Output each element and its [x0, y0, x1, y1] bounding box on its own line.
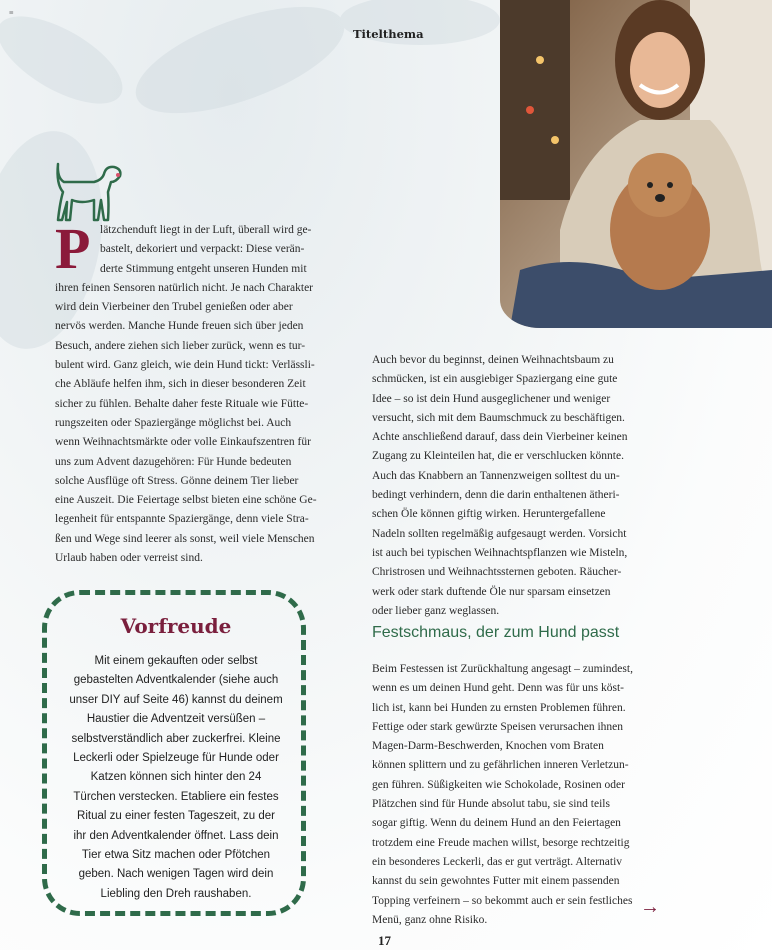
- text-line: ein besonderes Leckerli, das er gut verträgt. Alternativ: [372, 855, 623, 868]
- menu-icon[interactable]: ≡: [9, 8, 14, 17]
- text-line: Zugang zu Kleinteilen hat, die er verschlucken könnte.: [372, 450, 624, 463]
- text-line: lich ist, kann bei Hunden zu ernsten Problemen führen.: [372, 701, 626, 714]
- text-line: wenn Weihnachtsmärkte oder volle Einkaufszentren für: [55, 436, 311, 449]
- drop-cap: P: [55, 216, 91, 281]
- text-line: trotzdem eine Freude machen willst, besorge rechtzeitig: [372, 836, 630, 849]
- text-line: schen Öle können giftig wirken. Heruntergefallene: [372, 508, 606, 521]
- text-line: bedingt verhindern, denn die darin enthaltenen ätheri-: [372, 489, 620, 502]
- text-line: Idee – so ist dein Hund ausgeglichener und weniger: [372, 392, 611, 405]
- text-line: bulent wird. Ganz gleich, wie dein Hund tickt: Verlässli-: [55, 359, 315, 372]
- text-line: eine Auszeit. Die Feiertage selbst bieten eine schöne Ge-: [55, 494, 317, 507]
- text-line: Tier etwa Sitz machen oder Pfötchen: [81, 849, 271, 862]
- text-line: rungszeiten oder Spaziergänge möglichst bei. Auch: [55, 416, 292, 429]
- text-line: Topping verfeinern – so bekommt auch er sein festliches: [372, 894, 633, 907]
- intro-column: [55, 216, 347, 568]
- text-line: Plätzchen sind für Hunde absolut tabu, sie sind teils: [372, 798, 610, 811]
- text-line: Liebling den Dreh raushaben.: [100, 887, 252, 900]
- text-line: Achte anschließend darauf, dass dein Vierbeiner keinen: [372, 431, 628, 444]
- text-line: Türchen verstecken. Etabliere ein festes: [73, 790, 279, 803]
- text-line: che Abläufe helfen ihm, sich in dieser besonderen Zeit: [55, 378, 306, 391]
- text-line: gen führen. Süßigkeiten wie Schokolade, Rosinen oder: [372, 778, 625, 791]
- text-line: lätzchenduft liegt in der Luft, überall wird ge-: [100, 224, 312, 236]
- text-line: Auch das Knabbern an Tannenzweigen solltest du un-: [372, 469, 620, 482]
- section-kicker: Titelthema: [353, 27, 424, 41]
- text-line: Auch bevor du beginnst, deinen Weihnachtsbaum zu: [372, 354, 614, 366]
- text-line: Besuch, andere ziehen sich lieber zurück, wenn es tur-: [55, 339, 306, 352]
- text-line: versucht, sich mit dem Baumschmuck zu beschäftigen.: [372, 411, 625, 424]
- arrow-right-icon: →: [640, 896, 660, 918]
- text-line: können splittern und zu gefährlichen inneren Verletzun-: [372, 759, 629, 772]
- text-line: Leckerli oder Spielzeuge für Hunde oder: [73, 752, 279, 765]
- page-number: 17: [378, 933, 391, 948]
- dog-outline-icon: [54, 162, 124, 224]
- sidebar-box-title: Vorfreude: [120, 614, 232, 638]
- text-line: nervös werden. Manche Hunde freuen sich über jeden: [55, 320, 304, 333]
- text-line: Nadeln sollten regelmäßig aufgesaugt werden. Vorsicht: [372, 527, 627, 540]
- text-line: werk oder stark duftende Öle nur sparsam einsetzen: [372, 585, 611, 598]
- section-body: [372, 660, 664, 930]
- photo-woman-with-dog: [500, 0, 772, 328]
- right-column-text: [372, 351, 664, 621]
- text-line: geben. Nach wenigen Tagen wird dein: [78, 868, 274, 881]
- text-line: Haustier die Adventzeit versüßen –: [86, 713, 266, 726]
- text-line: ist auch bei typischen Weihnachtspflanzen wie Misteln,: [372, 546, 628, 559]
- text-line: gebastelten Adventkalender (siehe auch: [73, 674, 279, 687]
- section-heading: Festschmaus, der zum Hund passt: [372, 624, 620, 641]
- text-line: kannst du sein gewohntes Futter mit einem passenden: [372, 875, 620, 888]
- text-line: wird dein Vierbeiner den Trubel genießen oder aber: [55, 301, 293, 314]
- text-line: oder lieber ganz weglassen.: [372, 604, 500, 617]
- text-line: uns zum Advent dazugehören: Für Hunde bedeuten: [55, 455, 292, 468]
- text-line: ihr den Adventkalender öffnet. Lass dein: [73, 829, 279, 842]
- text-line: schmücken, ist ein ausgiebiger Spaziergang eine gute: [372, 373, 618, 386]
- text-line: derte Stimmung entgeht unseren Hunden mit: [100, 262, 307, 275]
- text-line: selbstverständlich aber zuckerfrei. Kleine: [71, 732, 281, 745]
- text-line: Magen-Darm-Beschwerden, Knochen vom Braten: [372, 740, 604, 753]
- text-line: legenheit für entspannte Spaziergänge, denn viele Stra-: [55, 513, 309, 526]
- text-line: Christrosen und Weihnachtssternen geboten. Räucher-: [372, 566, 622, 579]
- text-line: Menü, ganz ohne Risiko.: [372, 913, 488, 926]
- text-line: sogar giftig. Wenn du deinem Hund an den Feiertagen: [372, 817, 621, 830]
- text-line: solche Ausflüge oft Stress. Gönne deinem Tier lieber: [55, 474, 299, 487]
- text-line: sicher zu fühlen. Behalte daher feste Rituale wie Fütte-: [55, 397, 309, 410]
- text-line: Mit einem gekauften oder selbst: [94, 655, 258, 667]
- text-line: Fettige oder stark gewürzte Speisen verursachen ihnen: [372, 720, 623, 733]
- text-line: bastelt, dekoriert und verpackt: Diese verän-: [100, 243, 305, 256]
- text-line: Beim Festessen ist Zurückhaltung angesagt – zumindest,: [372, 663, 633, 675]
- sidebar-box-text: [42, 652, 310, 904]
- text-line: ßen und Wege sind leerer als sonst, weil viele Menschen: [55, 532, 315, 545]
- text-line: wenn es um deinen Hund geht. Denn was für uns köst-: [372, 682, 624, 695]
- text-line: ihren feinen Sensoren natürlich nicht. Je nach Charakter: [55, 281, 314, 294]
- text-line: Urlaub haben oder verreist sind.: [55, 552, 203, 565]
- text-line: Ritual zu einer festen Tageszeit, zu der: [77, 810, 275, 823]
- text-line: Katzen können sich hinter den 24: [90, 771, 262, 784]
- text-line: unser DIY auf Seite 46) kannst du deinem: [69, 693, 283, 706]
